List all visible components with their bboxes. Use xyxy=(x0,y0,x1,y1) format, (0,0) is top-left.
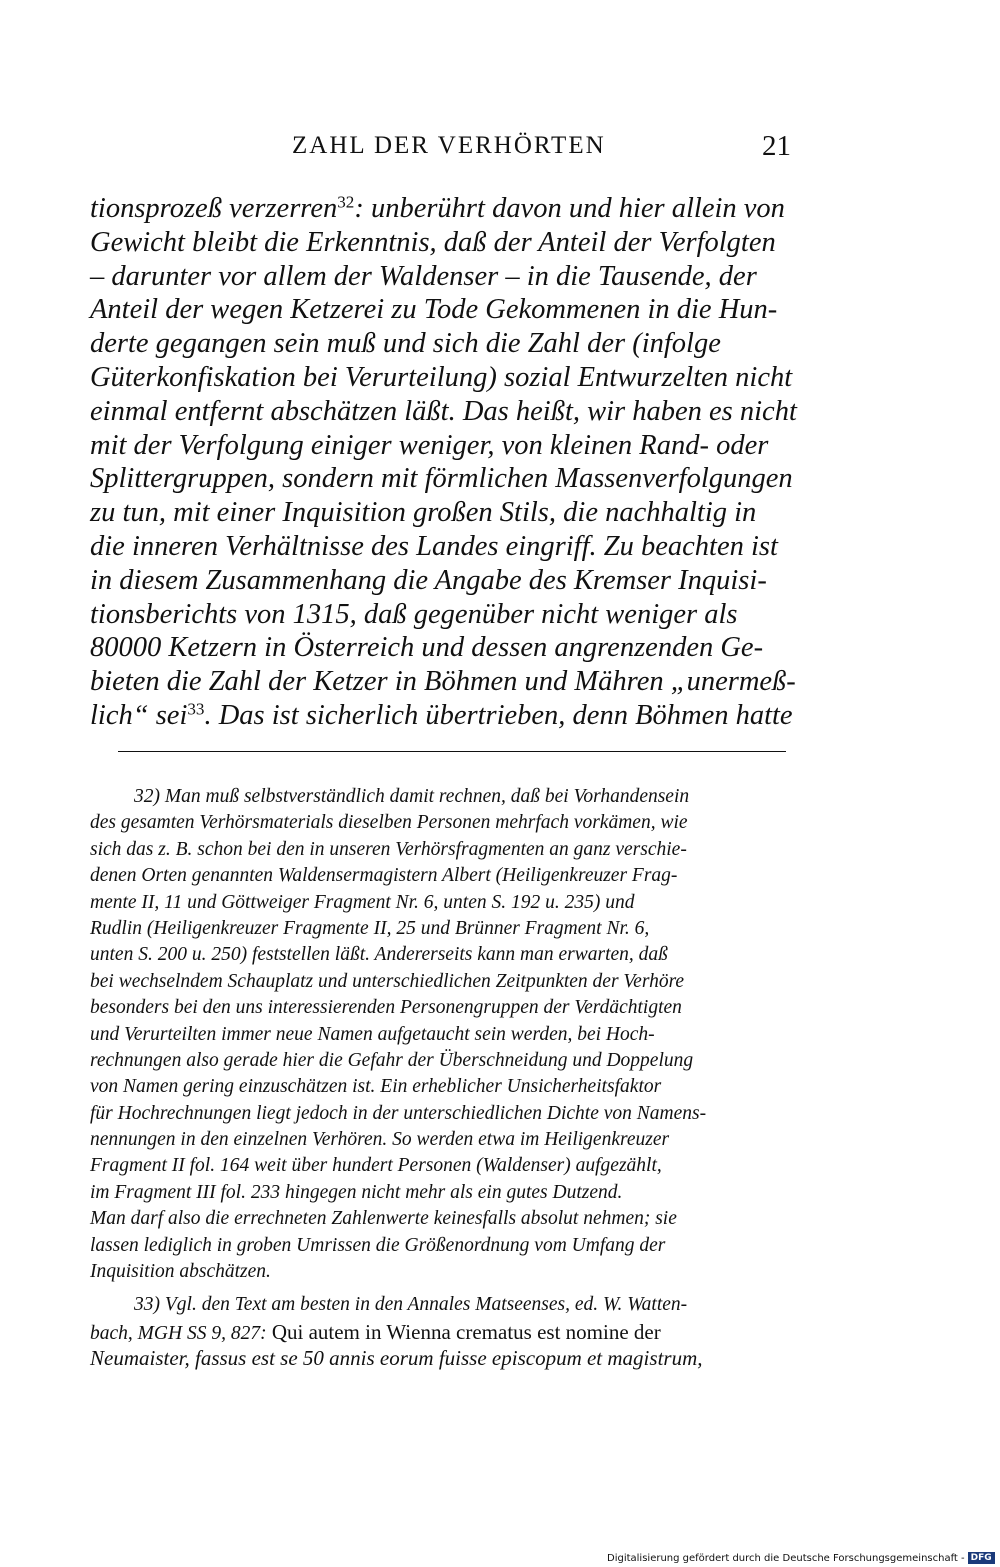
footnote-line: unten S. 200 u. 250) feststellen läßt. Andererseits kann man erwarten, daß xyxy=(90,944,668,966)
footnote-line: Fragment II fol. 164 weit über hundert Personen (Waldenser) aufgezählt, xyxy=(90,1155,662,1177)
footnote-line: bei wechselndem Schauplatz und unterschiedlichen Zeitpunkten der Verhöre xyxy=(90,970,685,992)
footnotes xyxy=(90,784,800,1372)
footnote-line: rechnungen also gerade hier die Gefahr der Überschneidung und Doppelung xyxy=(90,1049,694,1071)
footnote-32 xyxy=(90,784,800,1285)
footnote-ref-33[interactable]: 33 xyxy=(187,699,205,719)
digitization-credit xyxy=(607,1552,995,1564)
footnote-line: mente II, 11 und Göttweiger Fragment Nr. 6, unten S. 192 u. 235) und xyxy=(90,891,635,913)
text-line: in diesem Zusammenhang die Angabe des Kremser Inquisi- xyxy=(90,564,767,596)
footnote-line: denen Orten genannten Waldensermagistern Albert (Heiligenkreuzer Frag- xyxy=(90,865,678,887)
footnote-33 xyxy=(90,1292,800,1371)
text-line: Anteil der wegen Ketzerei zu Tode Gekommenen in die Hun- xyxy=(90,294,778,326)
text-line: Gewicht bleibt die Erkenntnis, daß der Anteil der Verfolgten xyxy=(90,226,776,258)
footnote-ref-32[interactable]: 32 xyxy=(337,192,355,212)
footnote-line: für Hochrechnungen liegt jedoch in der unterschiedlichen Dichte von Namens- xyxy=(90,1102,707,1124)
credit-text: Digitalisierung gefördert durch die Deutsche Forschungsgemeinschaft - xyxy=(607,1552,965,1564)
main-text xyxy=(90,192,800,733)
text-line: mit der Verfolgung einiger weniger, von kleinen Rand- oder xyxy=(90,429,769,461)
text-line: tionsberichts von 1315, daß gegenüber nicht weniger als xyxy=(90,598,738,630)
footnote-line: nennungen in den einzelnen Verhören. So werden etwa im Heiligenkreuzer xyxy=(90,1129,670,1151)
footnote-line: 32) Man muß selbstverständlich damit rechnen, daß bei Vorhandensein xyxy=(134,786,690,807)
footnote-line: im Fragment III fol. 233 hingegen nicht mehr als ein gutes Dutzend. xyxy=(90,1181,623,1203)
text-line: zu tun, mit einer Inquisition großen Stils, die nachhaltig in xyxy=(90,497,757,529)
text-line: – darunter vor allem der Waldenser – in die Tausende, der xyxy=(90,260,757,292)
running-title: ZAHL DER VERHÖRTEN xyxy=(292,132,606,159)
footnote-line: und Verurteilten immer neue Namen aufgetaucht sein werden, bei Hoch- xyxy=(90,1023,655,1045)
footnote-line: Inquisition abschätzen. xyxy=(90,1261,271,1283)
footnote-line: Rudlin (Heiligenkreuzer Fragmente II, 25 und Brünner Fragment Nr. 6, xyxy=(90,917,650,939)
text-line: einmal entfernt abschätzen läßt. Das heißt, wir haben es nicht xyxy=(90,395,797,427)
footnote-line: Man darf also die errechneten Zahlenwerte keinesfalls absolut nehmen; sie xyxy=(90,1208,677,1230)
text-line: derte gegangen sein muß und sich die Zahl der (infolge xyxy=(90,328,721,360)
footnote-line: lassen lediglich in groben Umrissen die Größenordnung vom Umfang der xyxy=(90,1234,666,1256)
text-line: die inneren Verhältnisse des Landes eingriff. Zu beachten ist xyxy=(90,530,778,562)
footnote-gap xyxy=(90,1285,800,1292)
footnote-divider xyxy=(118,751,786,752)
footnote-line: Neumaister, fassus est se 50 annis eorum fuisse episcopum et magistrum, xyxy=(90,1346,703,1371)
footnote-line: bach, MGH SS 9, 827: Qui autem in Wienna crematus est nomine der xyxy=(90,1319,661,1344)
text-line: Splittergruppen, sondern mit förmlichen Massenverfolgungen xyxy=(90,463,793,495)
footnote-line: 33) Vgl. den Text am besten in den Annales Matseenses, ed. W. Watten- xyxy=(134,1294,688,1316)
page-number: 21 xyxy=(762,130,791,162)
dfg-logo: DFG xyxy=(968,1552,995,1564)
footnote-line: sich das z. B. schon bei den in unseren Verhörsfragmenten an ganz verschie- xyxy=(90,838,687,860)
text-line: tionsprozeß verzerren$^{32}$: unberührt davon und hier allein von xyxy=(90,192,785,224)
footnote-line: von Namen gering einzuschätzen ist. Ein erheblicher Unsicherheitsfaktor xyxy=(90,1076,662,1098)
text-line: Güterkonfiskation bei Verurteilung) sozial Entwurzelten nicht xyxy=(90,361,793,393)
text-line: lich“ sei$^{33}$. Das ist sicherlich übertrieben, denn Böhmen hatte xyxy=(90,699,793,731)
footnote-line: besonders bei den uns interessierenden Personengruppen der Verdächtigten xyxy=(90,997,682,1019)
text-line: 80000 Ketzern in Österreich und dessen angrenzenden Ge- xyxy=(90,632,764,664)
text-line: bieten die Zahl der Ketzer in Böhmen und Mähren „unermeß- xyxy=(90,666,796,698)
footnote-line: des gesamten Verhörsmaterials dieselben Personen mehrfach vorkämen, wie xyxy=(90,812,688,834)
